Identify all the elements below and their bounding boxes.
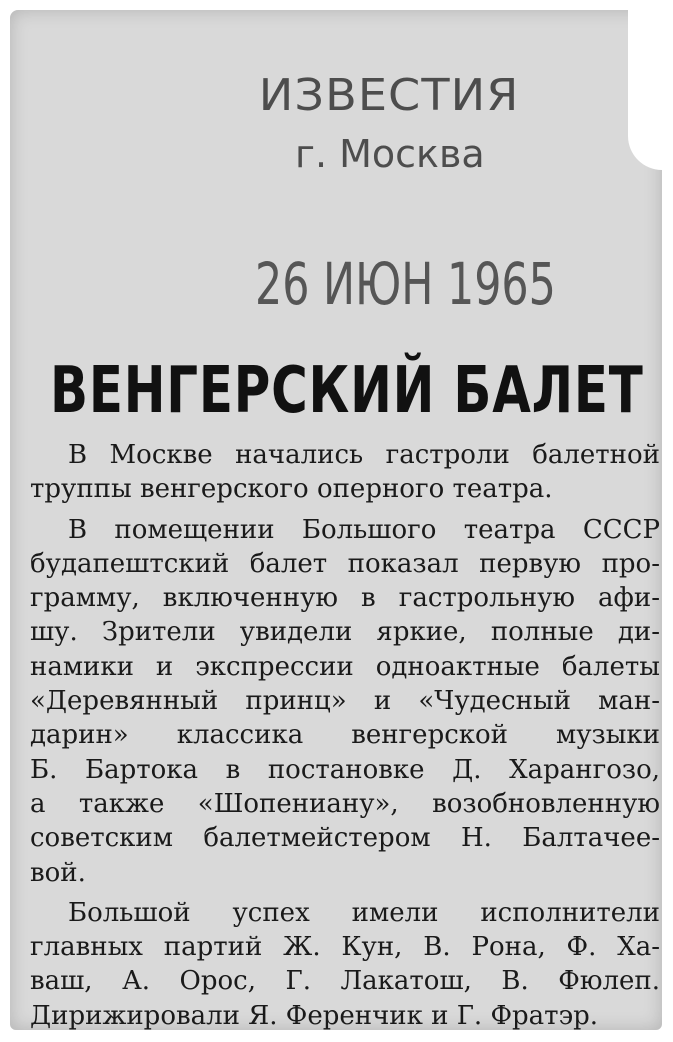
text-line: грамму, включенную в гастрольную афи- bbox=[30, 583, 660, 614]
text-line: Дирижировали Я. Ференчик и Г. Фратэр. bbox=[30, 1000, 599, 1031]
date-stamp: 26 ИЮН 1965 bbox=[255, 250, 556, 318]
text-line: В Москве начались гастроли балетной bbox=[68, 440, 660, 470]
paragraph-3 bbox=[30, 896, 660, 1033]
newspaper-clipping bbox=[10, 10, 662, 1030]
article-headline: ВЕНГЕРСКИЙ БАЛЕТ bbox=[50, 354, 644, 428]
article-body bbox=[30, 438, 660, 1033]
text-line: Большой успех имели исполнители bbox=[68, 897, 660, 928]
text-line: шу. Зрители увидели яркие, полные ди- bbox=[30, 617, 660, 648]
text-line: будапештский балет показал первую про- bbox=[30, 548, 660, 579]
text-line: ваш, А. Орос, Г. Лакатош, В. Фюлеп. bbox=[30, 966, 660, 997]
text-line: дарин» классика венгерской музыки bbox=[30, 720, 660, 751]
text-line: В помещении Большого театра СССР bbox=[68, 514, 660, 545]
text-line: советским балетмейстером Н. Балтачее- bbox=[30, 823, 660, 854]
city-stamp: г. Москва bbox=[295, 132, 485, 176]
newspaper-stamp: ИЗВЕСТИЯ bbox=[258, 70, 520, 121]
paragraph-1 bbox=[30, 438, 660, 507]
text-line: намики и экспрессии одноактные балеты bbox=[30, 651, 660, 682]
text-line: труппы венгерского оперного театра. bbox=[30, 474, 553, 505]
text-line: главных партий Ж. Кун, В. Рона, Ф. Ха- bbox=[30, 932, 660, 963]
text-line: вой. bbox=[30, 857, 86, 888]
text-line: «Деревянный принц» и «Чудесный ман- bbox=[30, 686, 660, 717]
text-line: Б. Бартока в постановке Д. Харангозо, bbox=[30, 754, 660, 785]
paragraph-2 bbox=[30, 513, 660, 890]
text-line: а также «Шопениану», возобновленную bbox=[30, 788, 660, 819]
